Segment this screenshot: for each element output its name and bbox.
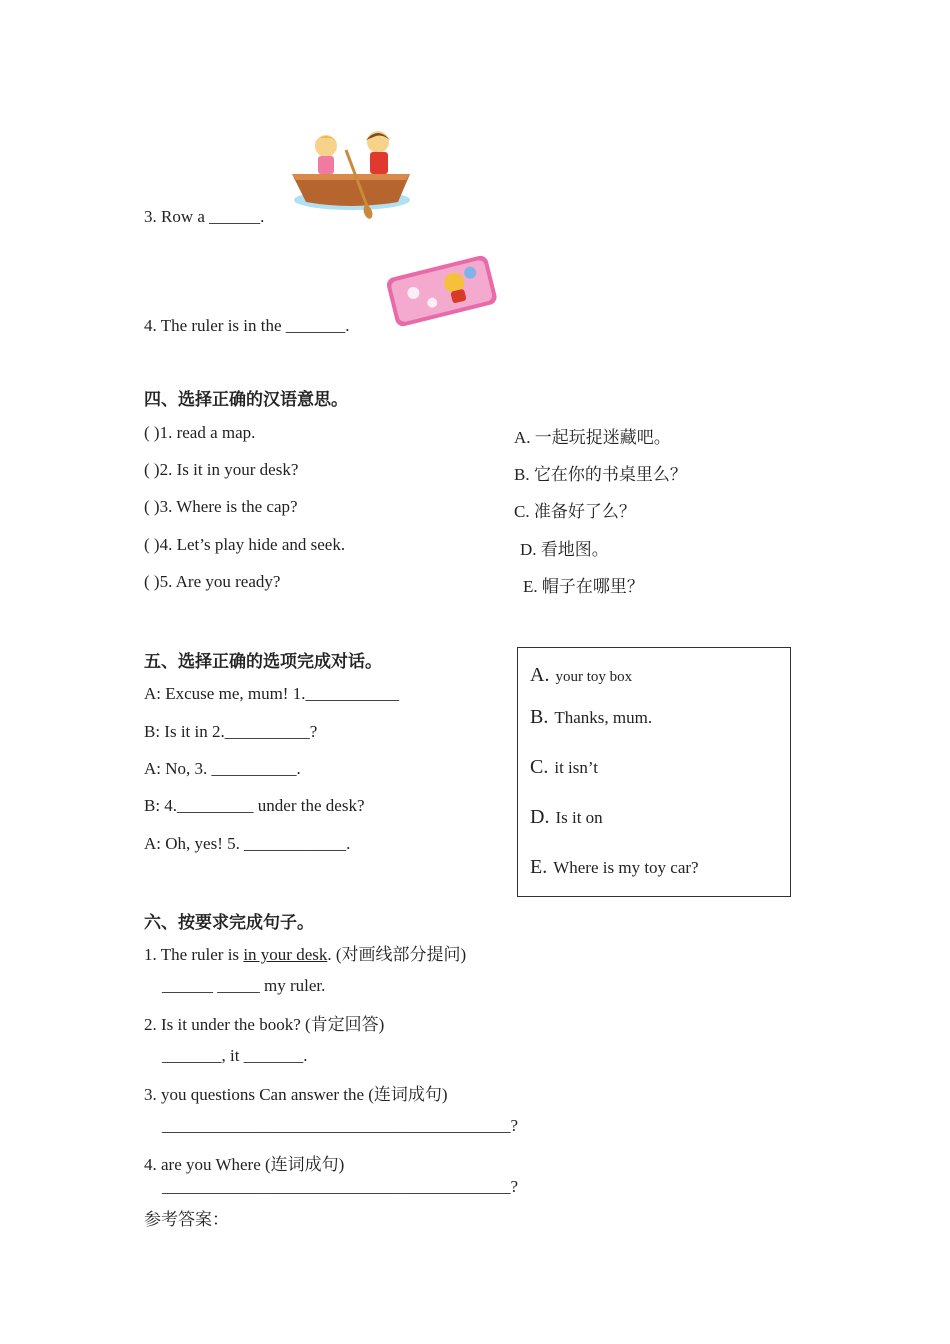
section-4-title: 四、选择正确的汉语意思。: [144, 390, 348, 409]
s6-s1-underlined: in your desk: [243, 945, 328, 964]
s4-question-1: ( )1. read a map.: [144, 423, 256, 442]
s6-sentence-4: 4. are you Where (连词成句): [144, 1155, 345, 1174]
option-b: [530, 706, 652, 729]
section-6-title: 六、按要求完成句子。: [144, 913, 314, 932]
s6-s1-suffix: . (对画线部分提问): [327, 945, 467, 964]
option-a: [530, 664, 632, 687]
dialogue-line-5: A: Oh, yes! 5. ____________.: [144, 834, 351, 853]
s4-answer-a: A. 一起玩捉迷藏吧。: [514, 428, 671, 447]
section-5-title: 五、选择正确的选项完成对话。: [144, 652, 382, 671]
s4-question-2: ( )2. Is it in your desk?: [144, 460, 299, 479]
s4-answer-c: C. 准备好了么？: [514, 502, 636, 521]
option-text: Where is my toy car?: [553, 858, 699, 877]
question-4: 4. The ruler is in the _______.: [144, 316, 350, 335]
dialogue-line-4: B: 4._________ under the desk?: [144, 796, 365, 815]
option-letter: B.: [530, 706, 549, 728]
dialogue-line-2: B: Is it in 2.__________?: [144, 722, 318, 741]
s6-answer-2: _______, it _______.: [162, 1046, 308, 1065]
s6-s1-prefix: 1. The ruler is: [144, 945, 244, 964]
s4-answer-d: D. 看地图。: [520, 540, 609, 559]
s6-answer-1: ______ _____ my ruler.: [162, 976, 326, 995]
s4-answer-b: B. 它在你的书桌里么？: [514, 465, 687, 484]
dialogue-line-1: A: Excuse me, mum! 1.___________: [144, 684, 399, 703]
question-3: 3. Row a ______.: [144, 207, 265, 226]
option-text: it isn’t: [554, 758, 598, 777]
s4-answer-e: E. 帽子在哪里？: [523, 577, 644, 596]
options-box: [517, 647, 791, 897]
option-letter: A.: [530, 664, 550, 686]
s4-question-4: ( )4. Let’s play hide and seek.: [144, 535, 346, 554]
dialogue-line-3: A: No, 3. __________.: [144, 759, 301, 778]
s6-answer-3: _________________________________________?: [162, 1116, 519, 1135]
option-c: [530, 756, 598, 779]
s6-sentence-3: 3. you questions Can answer the (连词成句): [144, 1085, 448, 1104]
s6-sentence-2: 2. Is it under the book? (肯定回答): [144, 1015, 385, 1034]
option-letter: E.: [530, 856, 548, 878]
option-d: [530, 806, 603, 829]
s6-sentence-1: [144, 940, 466, 965]
option-text: Thanks, mum.: [554, 708, 653, 727]
s4-question-3: ( )3. Where is the cap?: [144, 497, 298, 516]
option-e: [530, 856, 699, 879]
s4-question-5: ( )5. Are you ready?: [144, 572, 281, 591]
answer-key-title: 参考答案：: [144, 1210, 229, 1229]
option-letter: C.: [530, 756, 549, 778]
option-text: your toy box: [555, 669, 633, 685]
s6-answer-4: _________________________________________?: [162, 1177, 519, 1196]
option-letter: D.: [530, 806, 550, 828]
pencil-box-illustration: [384, 250, 500, 334]
boat-illustration: [286, 126, 416, 222]
option-text: Is it on: [555, 808, 603, 827]
